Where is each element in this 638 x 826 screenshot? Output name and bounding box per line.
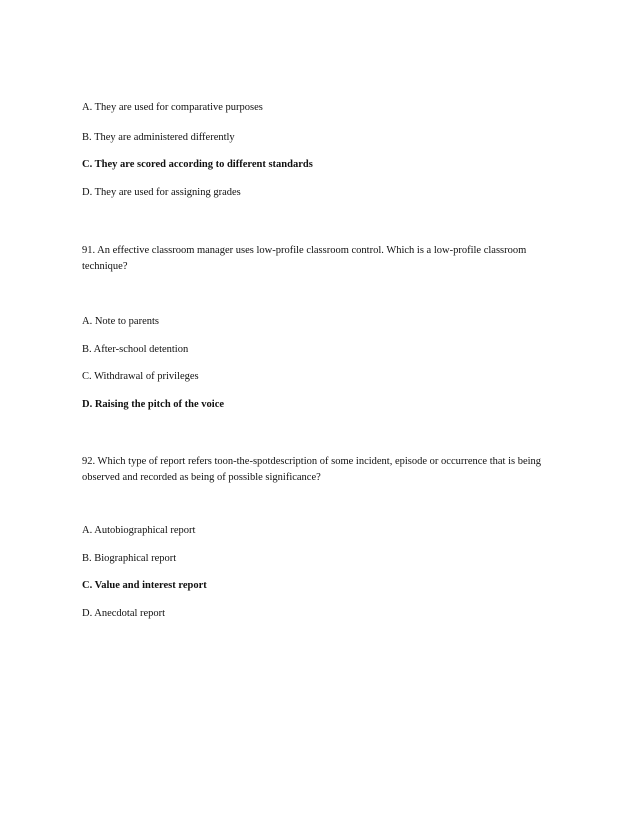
q91-option-c: C. Withdrawal of privileges xyxy=(82,371,199,382)
q92-option-d: D. Anecdotal report xyxy=(82,608,166,619)
q91-option-a: A. Note to parents xyxy=(82,316,159,327)
option-a: A. They are used for comparative purposes xyxy=(82,102,263,113)
question-92: 92. Which type of report refers toon-the-spotdescription of some incident, episode or occurrence that is being observed and recorded as being of possible significance? xyxy=(82,456,542,483)
q91-option-d-correct: D. Raising the pitch of the voice xyxy=(82,399,225,410)
q91-option-b: B. After-school detention xyxy=(82,344,189,355)
q92-option-b: B. Biographical report xyxy=(82,553,177,564)
q92-option-a: A. Autobiographical report xyxy=(82,525,196,536)
option-d: D. They are used for assigning grades xyxy=(82,187,241,198)
question-91: 91. An effective classroom manager uses low-profile classroom control. Which is a low-profile classroom technique? xyxy=(82,245,527,272)
option-b: B. They are administered differently xyxy=(82,132,235,143)
option-c-correct: C. They are scored according to different standards xyxy=(82,159,313,170)
q92-option-c-correct: C. Value and interest report xyxy=(82,580,207,591)
